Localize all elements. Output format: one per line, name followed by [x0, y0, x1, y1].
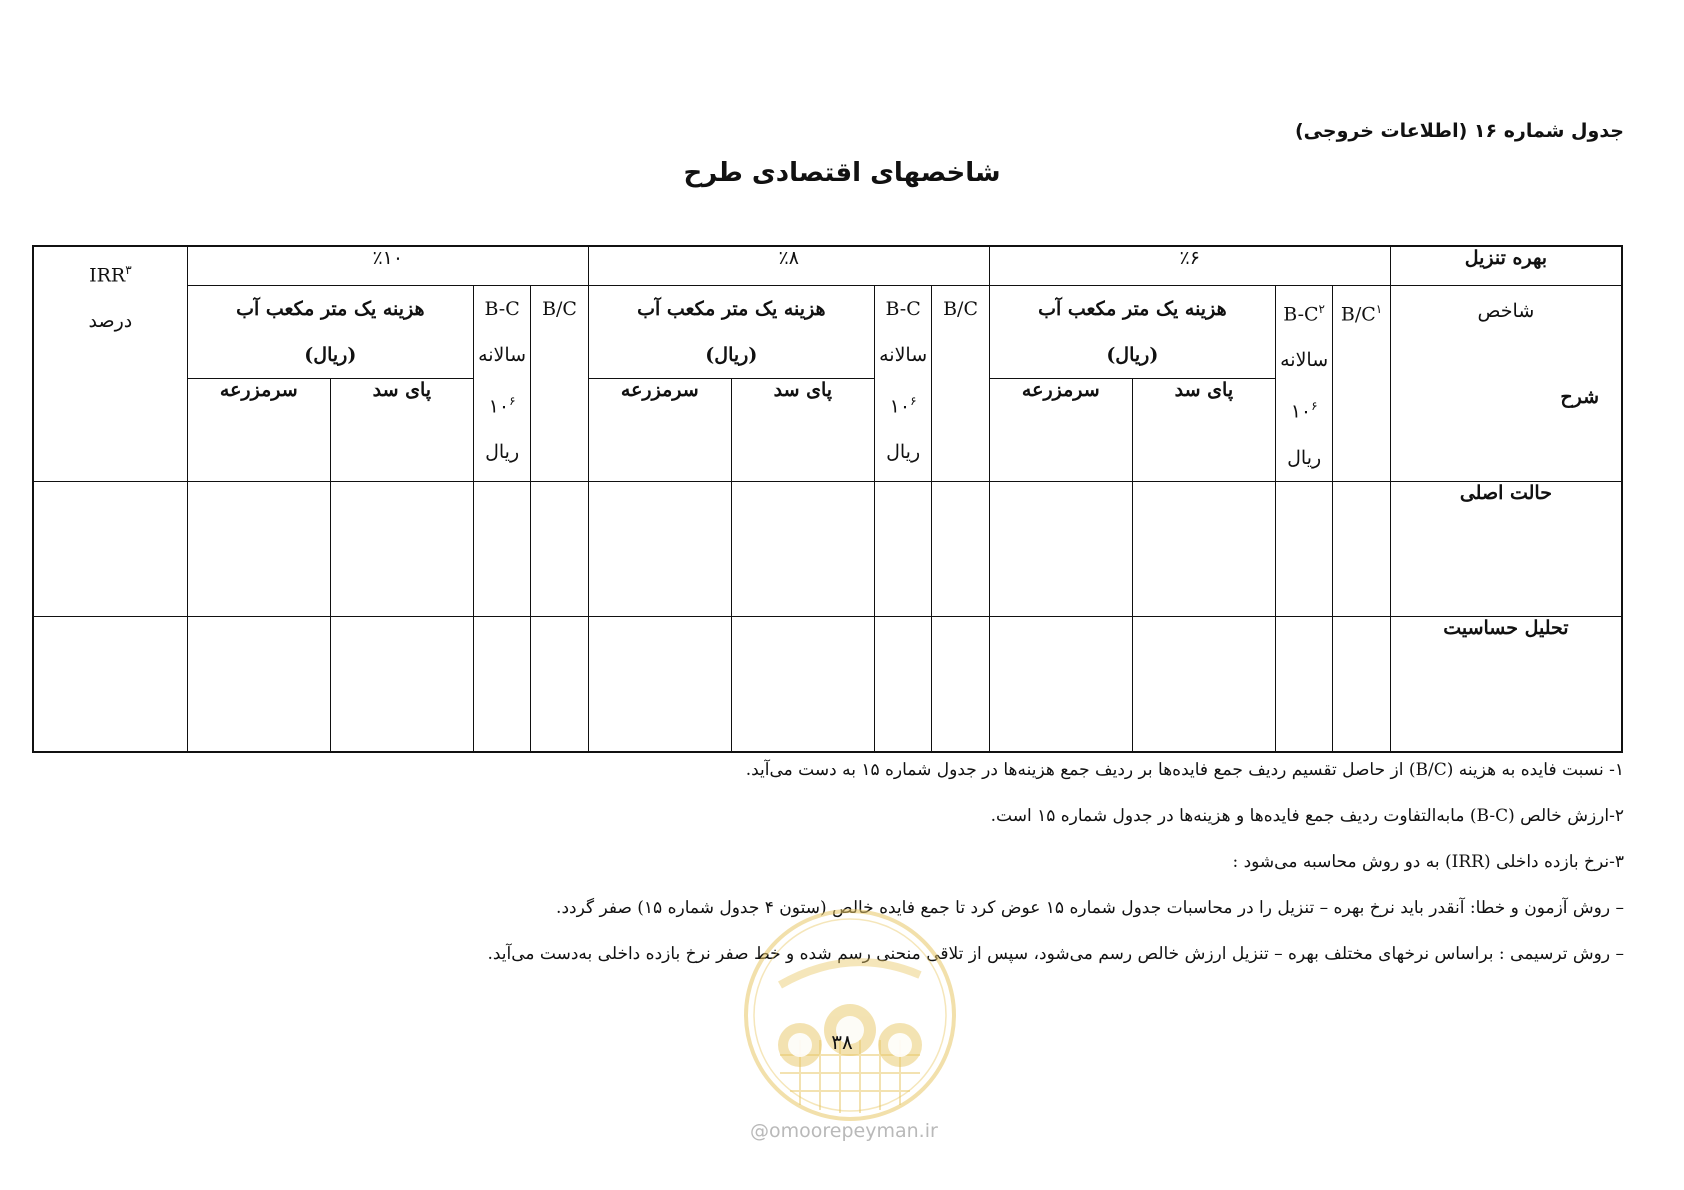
water-cost-header-6: هزینه یک متر مکعب آب (ریال): [989, 286, 1275, 379]
description-label: شرح: [1560, 386, 1599, 408]
footnote: ۱- نسبت فایده به هزینه (B/C) از حاصل تقسیم ردیف جمع فایده‌ها بر ردیف جمع هزینه‌ها در جدول شماره ۱۵ به دست می‌آید.: [745, 760, 1624, 780]
bc-header-10: B/C: [531, 286, 588, 482]
farm-gate-header-6: سرمزرعه: [989, 379, 1132, 482]
rate-10-header: ٪۱۰: [187, 246, 588, 286]
table-cell[interactable]: [473, 481, 530, 616]
water-cost-header-8: هزینه یک متر مکعب آب (ریال): [588, 286, 874, 379]
table-cell[interactable]: [330, 481, 473, 616]
table-cell[interactable]: [531, 481, 588, 616]
rate-8-header: ٪۸: [588, 246, 989, 286]
index-label: شاخص: [1477, 300, 1535, 322]
table-cell[interactable]: [1333, 481, 1390, 616]
table-cell[interactable]: [33, 616, 187, 752]
bminusc-header-8: B-C سالانه $۱۰^۶$ ریال: [874, 286, 931, 482]
table-cell[interactable]: [473, 616, 530, 752]
watermark-text: @omoorepeyman.ir: [750, 1120, 938, 1142]
index-desc-cell: [1390, 286, 1622, 482]
irr-header: IRR$^۳$ درصد: [33, 246, 187, 481]
bminusc-header-10: B-C سالانه $۱۰^۶$ ریال: [473, 286, 530, 482]
dam-site-header-10: پای سد: [330, 379, 473, 482]
table-cell[interactable]: [989, 481, 1132, 616]
farm-gate-header-8: سرمزرعه: [588, 379, 731, 482]
table-cell[interactable]: [731, 481, 874, 616]
table-cell[interactable]: [1333, 616, 1390, 752]
table-row: [33, 616, 1622, 752]
page-title: شاخصهای اقتصادی طرح: [683, 158, 1001, 188]
row-label-base-case: حالت اصلی: [1390, 481, 1622, 616]
footnote: ۲-ارزش خالص (B-C) مابه‌التفاوت ردیف جمع فایده‌ها و هزینه‌ها در جدول شماره ۱۵ است.: [990, 806, 1624, 826]
footnote: – روش آزمون و خطا: آنقدر باید نرخ بهره – تنزیل را در محاسبات جدول شماره ۱۵ عوض کرد تا جمع فایده خالص (ستون ۴ جدول شماره ۱۵) صفر گردد.: [556, 898, 1624, 918]
table-cell[interactable]: [531, 616, 588, 752]
table-cell[interactable]: [330, 616, 473, 752]
table-cell[interactable]: [874, 481, 931, 616]
footnote: ۳-نرخ بازده داخلی (IRR) به دو روش محاسبه می‌شود :: [1232, 852, 1624, 872]
table-cell[interactable]: [731, 616, 874, 752]
watermark-logo-icon: [740, 905, 960, 1125]
row-label-sensitivity: تحلیل حساسیت: [1390, 616, 1622, 752]
table-cell[interactable]: [588, 481, 731, 616]
water-cost-header-10: هزینه یک متر مکعب آب (ریال): [187, 286, 473, 379]
table-cell[interactable]: [989, 616, 1132, 752]
table-caption: جدول شماره ۱۶ (اطلاعات خروجی): [1295, 120, 1624, 142]
table-cell[interactable]: [588, 616, 731, 752]
bc-header-6: $B/C^۱$: [1333, 286, 1390, 482]
dam-site-header-8: پای سد: [731, 379, 874, 482]
table-cell[interactable]: [1132, 481, 1275, 616]
table-cell[interactable]: [932, 616, 989, 752]
footnotes: [424, 755, 1624, 985]
rate-6-header: ٪۶: [989, 246, 1390, 286]
footnote: – روش ترسیمی : براساس نرخهای مختلف بهره – تنزیل ارزش خالص رسم می‌شود، سپس از تلاقی منحنی رسم شده و خط صفر نرخ بازده داخلی به‌دست می‌آید.: [487, 944, 1624, 964]
table-row: [33, 481, 1622, 616]
table-cell[interactable]: [187, 481, 330, 616]
dam-site-header-6: پای سد: [1132, 379, 1275, 482]
table-cell[interactable]: [874, 616, 931, 752]
table-cell[interactable]: [33, 481, 187, 616]
bminusc-header-6: $B-C^۲$ سالانه $۱۰^۶$ ریال: [1275, 286, 1332, 482]
table-cell[interactable]: [1275, 616, 1332, 752]
page-number: ۳۸: [831, 1030, 853, 1054]
farm-gate-header-10: سرمزرعه: [187, 379, 330, 482]
discount-rate-label: بهره تنزیل: [1390, 246, 1622, 286]
economic-indicators-table: [32, 245, 1623, 753]
table-cell[interactable]: [1275, 481, 1332, 616]
bc-header-8: B/C: [932, 286, 989, 482]
table-cell[interactable]: [1132, 616, 1275, 752]
table-cell[interactable]: [932, 481, 989, 616]
table-cell[interactable]: [187, 616, 330, 752]
